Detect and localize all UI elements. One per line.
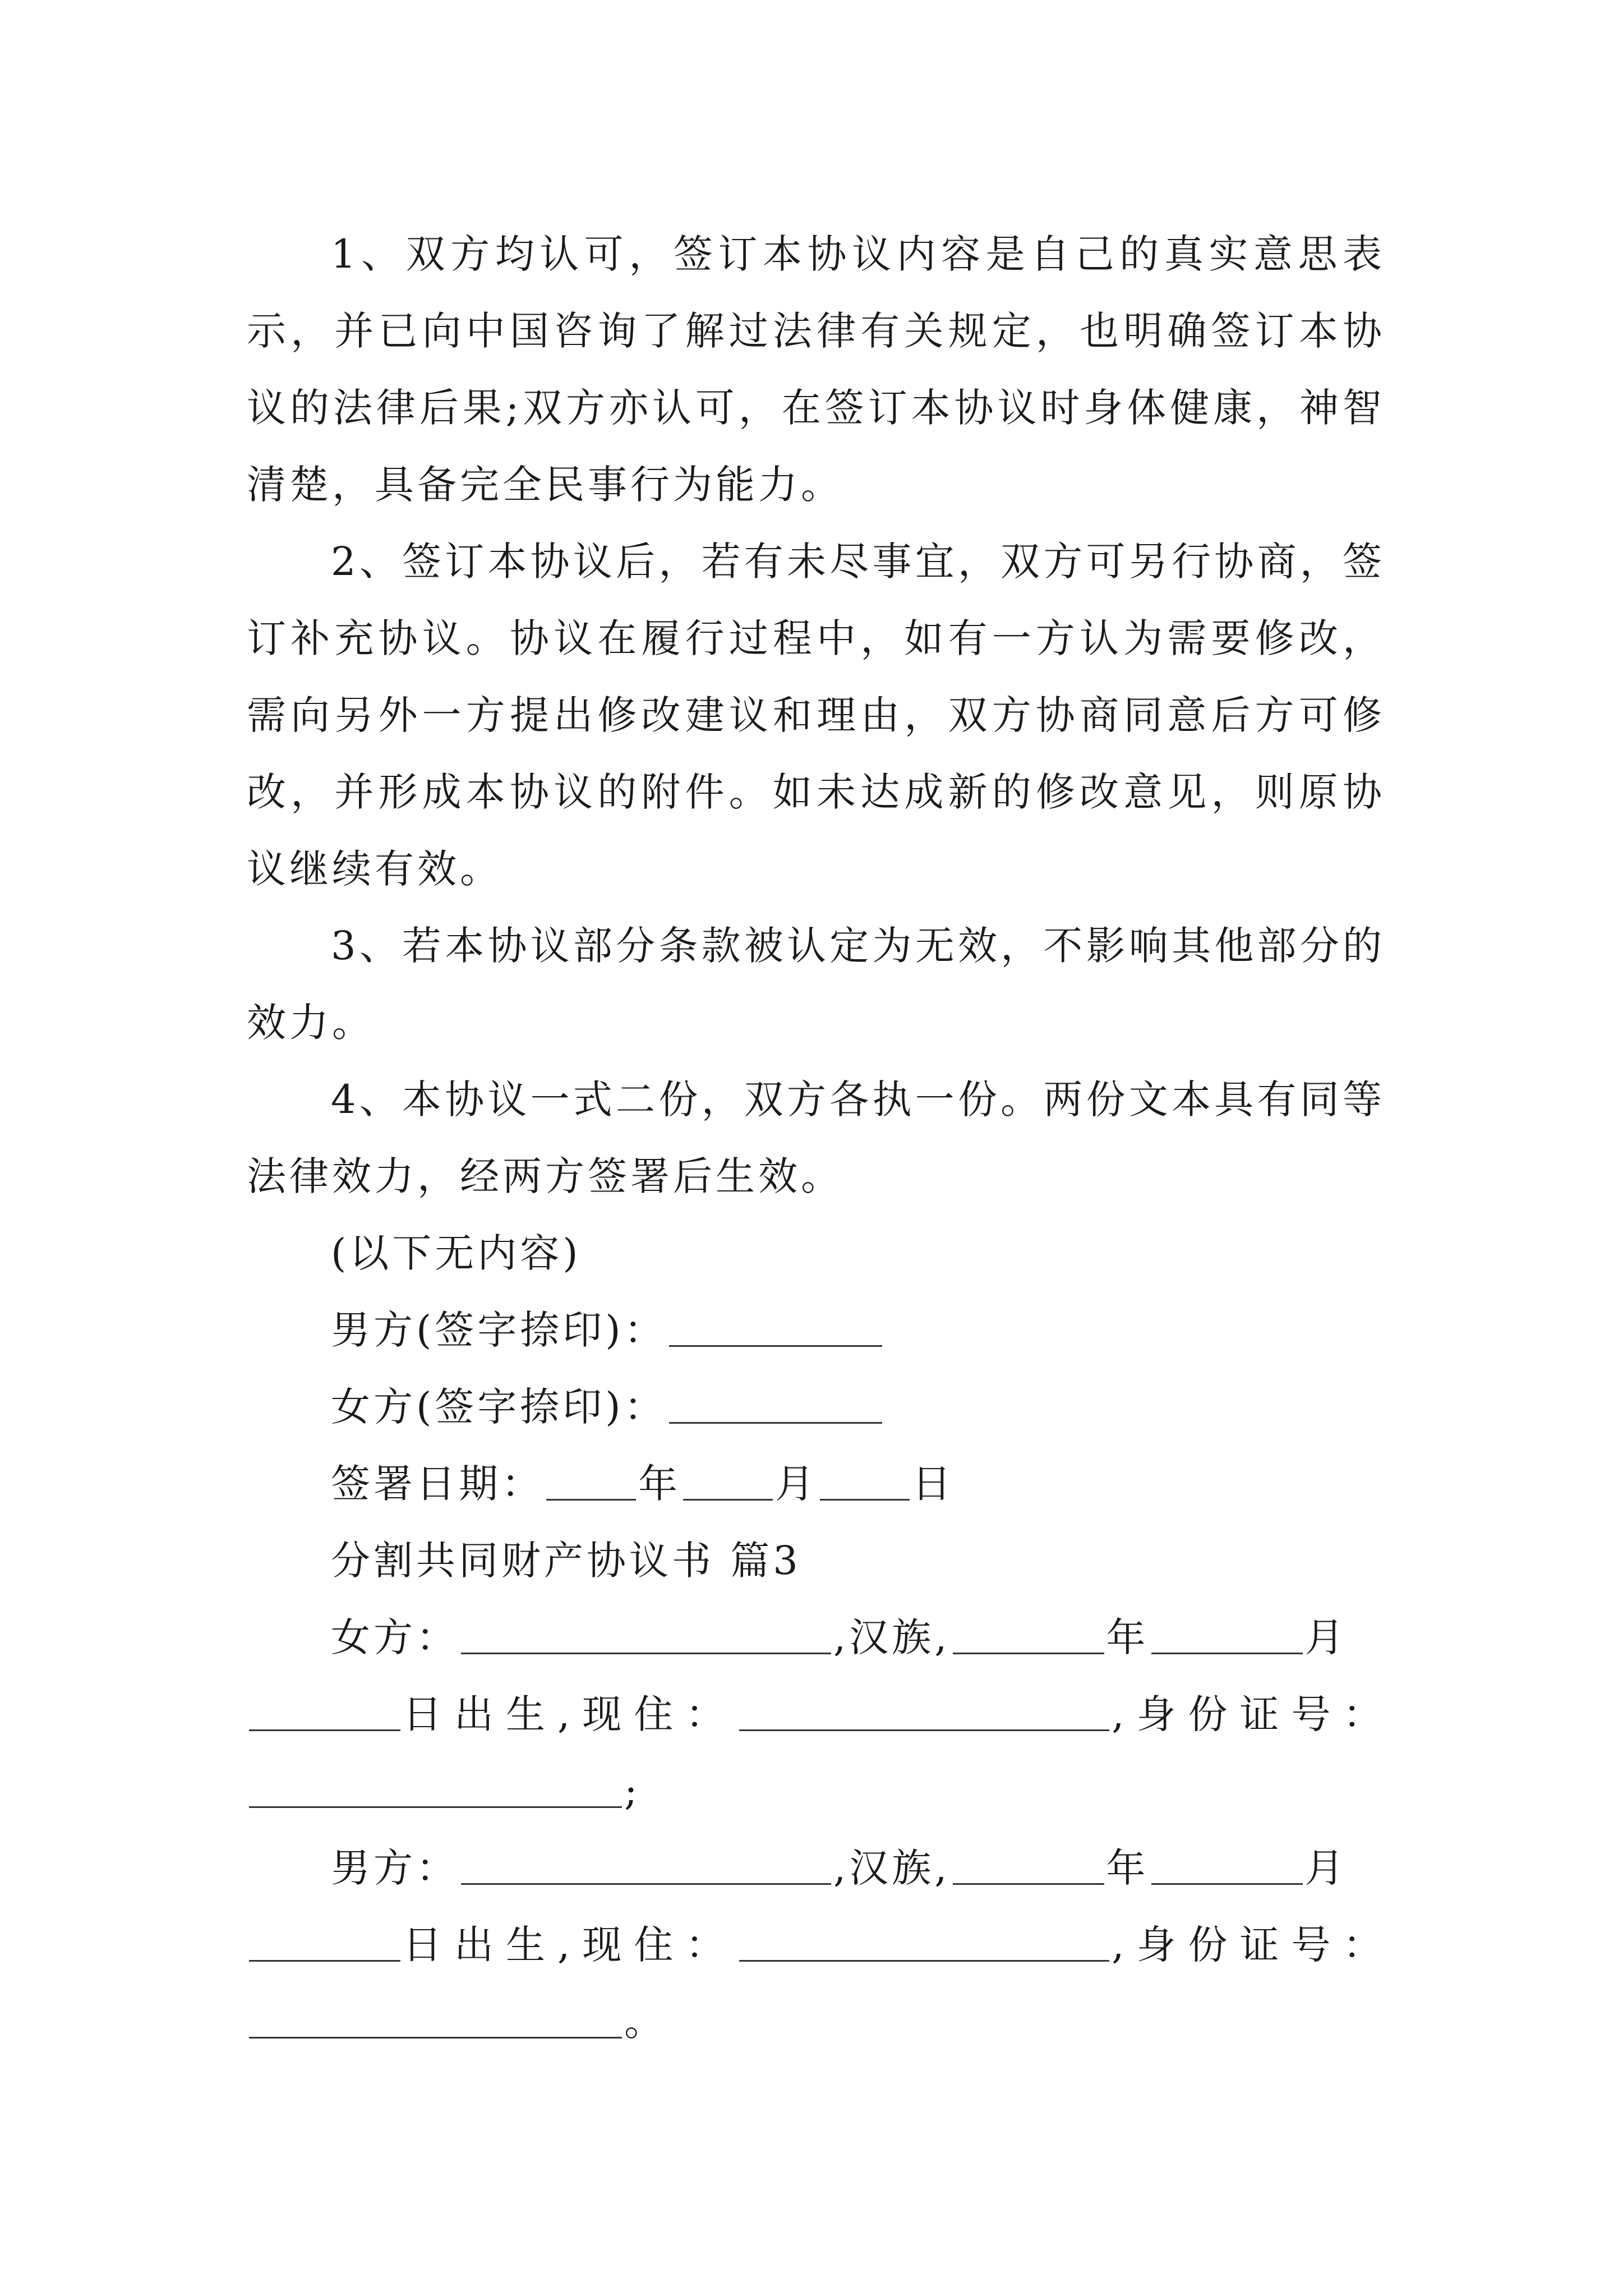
female-birth-year-blank bbox=[953, 1618, 1104, 1654]
signing-year-label: 年 bbox=[638, 1461, 681, 1507]
signing-date-line bbox=[247, 1446, 1385, 1522]
clause-1: 1、双方均认可，签订本协议内容是自己的真实意思表示，并已向中国咨询了解过法律有关规定，也明确签订本协议的法律后果;双方亦认可，在签订本协议时身体健康，神智清楚，具备完全民事行为能力。 bbox=[247, 231, 1385, 508]
signing-day-label: 日 bbox=[912, 1461, 955, 1507]
male-address-blank bbox=[739, 1925, 1109, 1962]
female-id-blank bbox=[249, 1772, 622, 1808]
female-birth-month-blank bbox=[1151, 1618, 1303, 1654]
signing-month-label: 月 bbox=[775, 1461, 818, 1507]
male-name-blank bbox=[461, 1848, 831, 1885]
female-party-line-1 bbox=[247, 1599, 1385, 1676]
male-born-label: 日出生,现住： bbox=[403, 1922, 737, 1968]
female-month-label: 月 bbox=[1304, 1614, 1348, 1660]
document-body bbox=[247, 216, 1395, 2060]
male-year-label: 年 bbox=[1106, 1845, 1149, 1891]
male-party-line-2 bbox=[247, 1907, 1395, 1984]
male-birth-month-blank bbox=[1151, 1848, 1303, 1885]
male-id-label: ,身份证号： bbox=[1112, 1922, 1395, 1968]
male-ethnicity: ,汉族, bbox=[833, 1845, 951, 1891]
female-party-label: 女方： bbox=[331, 1614, 459, 1660]
female-party-line-2 bbox=[247, 1676, 1395, 1753]
female-year-label: 年 bbox=[1106, 1614, 1149, 1660]
female-id-label: ,身份证号： bbox=[1112, 1691, 1395, 1737]
male-month-label: 月 bbox=[1304, 1845, 1348, 1891]
female-born-label: 日出生,现住： bbox=[403, 1691, 737, 1737]
clause-2: 2、签订本协议后，若有未尽事宜，双方可另行协商，签订补充协议。协议在履行过程中，如有一方认为需要修改，需向另外一方提出修改建议和理由，双方协商同意后方可修改，并形成本协议的附件。如未达成新的修改意见，则原协议继续有效。 bbox=[247, 539, 1385, 892]
female-signature-blank bbox=[669, 1387, 882, 1424]
female-ethnicity: ,汉族, bbox=[833, 1614, 951, 1660]
section-title: 分割共同财产协议书 篇3 bbox=[331, 1538, 801, 1584]
female-line-end: ; bbox=[624, 1768, 641, 1814]
clause-3: 3、若本协议部分条款被认定为无效，不影响其他部分的效力。 bbox=[247, 923, 1385, 1046]
signing-year-blank bbox=[546, 1464, 636, 1501]
male-birth-year-blank bbox=[953, 1848, 1104, 1885]
male-party-label: 男方： bbox=[331, 1845, 459, 1891]
clause-4: 4、本协议一式二份，双方各执一份。两份文本具有同等法律效力，经两方签署后生效。 bbox=[247, 1076, 1385, 1199]
male-signature-label: 男方(签字捺印)： bbox=[331, 1307, 667, 1353]
female-party-line-3 bbox=[247, 1753, 1385, 1830]
male-line-end: 。 bbox=[624, 1999, 667, 2045]
signing-day-blank bbox=[820, 1464, 910, 1501]
female-signature-line bbox=[247, 1369, 1385, 1446]
no-more-content-note: (以下无内容) bbox=[331, 1230, 582, 1276]
male-party-line-1 bbox=[247, 1830, 1385, 1907]
signing-month-blank bbox=[683, 1464, 773, 1501]
male-birth-day-blank bbox=[249, 1925, 400, 1962]
female-birth-day-blank bbox=[249, 1695, 400, 1731]
male-id-blank bbox=[249, 2002, 622, 2039]
female-signature-label: 女方(签字捺印)： bbox=[331, 1384, 667, 1430]
signing-date-label: 签署日期： bbox=[331, 1461, 544, 1507]
male-party-line-3 bbox=[247, 1984, 1385, 2060]
female-address-blank bbox=[739, 1695, 1109, 1731]
male-signature-line bbox=[247, 1292, 1385, 1369]
female-name-blank bbox=[461, 1618, 831, 1654]
male-signature-blank bbox=[669, 1310, 882, 1347]
